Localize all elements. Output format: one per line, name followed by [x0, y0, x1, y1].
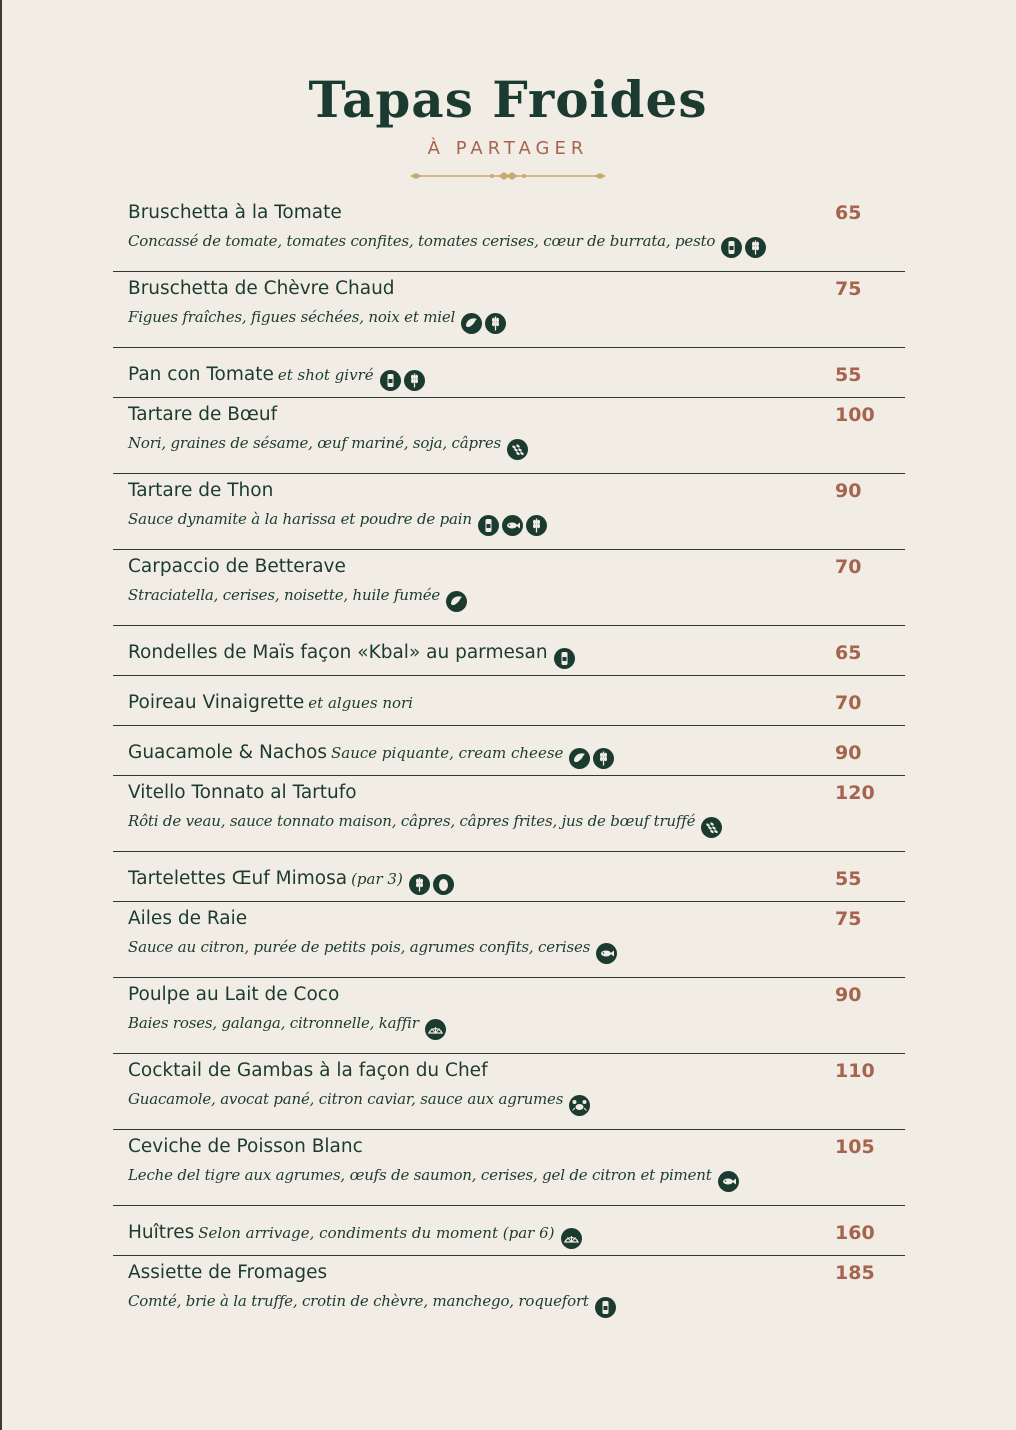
menu-item-inline-description: Sauce piquante, cream cheese [330, 744, 564, 762]
menu-item-inline-description: et shot givré [277, 366, 374, 384]
menu-header [0, 70, 1016, 183]
menu-item-name-line [128, 202, 342, 223]
menu-item [113, 272, 905, 348]
menu-item-price: 100 [835, 404, 875, 426]
menu-item-name-line [128, 642, 578, 669]
nuts-icon [446, 591, 467, 612]
crustacean-icon [569, 1095, 590, 1116]
menu-item-description-line [128, 938, 620, 964]
menu-item-description-line [128, 308, 509, 334]
menu-item-description-line [128, 1166, 742, 1192]
dairy-icon [478, 515, 499, 536]
allergen-icons [569, 1095, 593, 1116]
menu-item-name: Tartelettes Œuf Mimosa [128, 868, 348, 889]
menu-item-description: Comté, brie à la truffe, crotin de chèvre, manchego, roquefort [128, 1292, 589, 1310]
menu-item-name: Ceviche de Poisson Blanc [128, 1136, 363, 1157]
menu-item-price: 90 [835, 984, 862, 1006]
dairy-icon [380, 370, 401, 391]
shellfish-icon [425, 1019, 446, 1040]
allergen-icons [409, 874, 457, 895]
menu-item-price: 185 [835, 1262, 875, 1284]
menu-item-name-line [128, 1262, 327, 1283]
fish-icon [502, 515, 523, 536]
menu-item-name-line [128, 742, 617, 769]
menu-item-name-line [128, 404, 277, 425]
allergen-icons [569, 748, 617, 769]
menu-item-price: 75 [835, 908, 862, 930]
menu-item-price: 65 [835, 202, 862, 224]
nuts-icon [569, 748, 590, 769]
allergen-icons [561, 1228, 585, 1249]
menu-item-description: Figues fraîches, figues séchées, noix et miel [128, 308, 456, 326]
allergen-icons [718, 1171, 742, 1192]
fish-icon [718, 1171, 739, 1192]
menu-item-name-line [128, 556, 346, 577]
menu-item [113, 776, 905, 852]
menu-item-price: 90 [835, 480, 862, 502]
menu-item [113, 676, 905, 726]
dairy-icon [554, 648, 575, 669]
menu-item-description: Sauce au citron, purée de petits pois, agrumes confits, cerises [128, 938, 591, 956]
menu-item-name-line [128, 868, 457, 895]
menu-item [113, 1206, 905, 1256]
menu-item-description-line [128, 232, 769, 258]
menu-item-description-line [128, 586, 470, 612]
menu-item-price: 55 [835, 364, 862, 386]
menu-item-name: Poireau Vinaigrette [128, 692, 305, 713]
allergen-icons [701, 817, 725, 838]
menu-item [113, 1054, 905, 1130]
menu-item-description: Leche del tigre aux agrumes, œufs de saumon, cerises, gel de citron et piment [128, 1166, 712, 1184]
menu-item-price: 105 [835, 1136, 875, 1158]
menu-item-description: Straciatella, cerises, noisette, huile fumée [128, 586, 441, 604]
menu-item-name: Vitello Tonnato al Tartufo [128, 782, 357, 803]
menu-item [113, 550, 905, 626]
allergen-icons [425, 1019, 449, 1040]
menu-item [113, 398, 905, 474]
nuts-icon [461, 313, 482, 334]
menu-item [113, 1256, 905, 1332]
menu-item-description: Nori, graines de sésame, œuf mariné, soja, câpres [128, 434, 502, 452]
menu-item-description: Baies roses, galanga, citronnelle, kaffir [128, 1014, 419, 1032]
page-edge-line [0, 0, 2, 1430]
menu-item-name-line [128, 480, 273, 501]
gluten-icon [404, 370, 425, 391]
menu-item-price: 110 [835, 1060, 875, 1082]
menu-item-inline-description: Selon arrivage, condiments du moment (par 6) [198, 1224, 555, 1242]
menu-item [113, 196, 905, 272]
menu-item [113, 348, 905, 398]
menu-item-name: Poulpe au Lait de Coco [128, 984, 340, 1005]
page-subtitle: À PARTAGER [427, 138, 589, 159]
menu-item-name-line [128, 908, 247, 929]
menu-item-price: 70 [835, 692, 862, 714]
menu-item-description-line [128, 510, 550, 536]
menu-list [113, 196, 905, 1332]
allergen-icons [380, 370, 428, 391]
menu-item-name: Tartare de Bœuf [128, 404, 278, 425]
menu-item [113, 852, 905, 902]
menu-item-name: Bruschetta à la Tomate [128, 202, 342, 223]
menu-item-price: 120 [835, 782, 875, 804]
gluten-icon [526, 515, 547, 536]
menu-item-description-line [128, 1090, 593, 1116]
allergen-icons [478, 515, 550, 536]
menu-item-description-line [128, 1014, 449, 1040]
menu-item [113, 978, 905, 1054]
menu-item-description: Concassé de tomate, tomates confites, tomates cerises, cœur de burrata, pesto [128, 232, 716, 250]
menu-item-price: 70 [835, 556, 862, 578]
menu-item-name-line [128, 278, 395, 299]
menu-item-description-line [128, 434, 531, 460]
ornament-divider-icon [408, 169, 608, 183]
menu-item-name: Ailes de Raie [128, 908, 248, 929]
menu-item-name: Carpaccio de Betterave [128, 556, 346, 577]
egg-icon [433, 874, 454, 895]
menu-item [113, 626, 905, 676]
menu-item-name: Rondelles de Maïs façon «Kbal» au parmesan [128, 642, 548, 663]
menu-item-name-line [128, 692, 413, 713]
allergen-icons [461, 313, 509, 334]
menu-item-description-line [128, 812, 725, 838]
menu-item [113, 902, 905, 978]
gluten-icon [745, 237, 766, 258]
sesame-icon [507, 439, 528, 460]
menu-item [113, 474, 905, 550]
dairy-icon [721, 237, 742, 258]
menu-item-price: 75 [835, 278, 862, 300]
allergen-icons [554, 648, 578, 669]
menu-item-name-line [128, 1060, 488, 1081]
menu-item-name-line [128, 364, 428, 391]
menu-item-name: Cocktail de Gambas à la façon du Chef [128, 1060, 488, 1081]
allergen-icons [507, 439, 531, 460]
menu-item-price: 90 [835, 742, 862, 764]
menu-item-inline-description: et algues nori [308, 694, 413, 712]
menu-item-description-line [128, 1292, 619, 1318]
menu-item [113, 726, 905, 776]
menu-item-price: 65 [835, 642, 862, 664]
menu-item-description: Sauce dynamite à la harissa et poudre de pain [128, 510, 472, 528]
menu-item-name-line [128, 984, 339, 1005]
menu-item-name-line [128, 1136, 363, 1157]
menu-item-name-line [128, 782, 357, 803]
menu-item-description: Guacamole, avocat pané, citron caviar, sauce aux agrumes [128, 1090, 564, 1108]
menu-item-name: Bruschetta de Chèvre Chaud [128, 278, 395, 299]
menu-item-name: Pan con Tomate [128, 364, 274, 385]
sesame-icon [701, 817, 722, 838]
menu-item-name-line [128, 1222, 585, 1249]
menu-item-name: Assiette de Fromages [128, 1262, 328, 1283]
allergen-icons [595, 1297, 619, 1318]
gluten-icon [593, 748, 614, 769]
allergen-icons [721, 237, 769, 258]
fish-icon [596, 943, 617, 964]
menu-item-inline-description: (par 3) [351, 870, 403, 888]
menu-item-description: Rôti de veau, sauce tonnato maison, câpres, câpres frites, jus de bœuf truffé [128, 812, 696, 830]
menu-item-name: Tartare de Thon [128, 480, 274, 501]
gluten-icon [409, 874, 430, 895]
menu-item-price: 55 [835, 868, 862, 890]
menu-item-price: 160 [835, 1222, 875, 1244]
allergen-icons [446, 591, 470, 612]
gluten-icon [485, 313, 506, 334]
allergen-icons [596, 943, 620, 964]
menu-item-name: Huîtres [128, 1222, 195, 1243]
page-title: Tapas Froides [308, 70, 708, 129]
dairy-icon [595, 1297, 616, 1318]
menu-item [113, 1130, 905, 1206]
shellfish-icon [561, 1228, 582, 1249]
menu-item-name: Guacamole & Nachos [128, 742, 327, 763]
